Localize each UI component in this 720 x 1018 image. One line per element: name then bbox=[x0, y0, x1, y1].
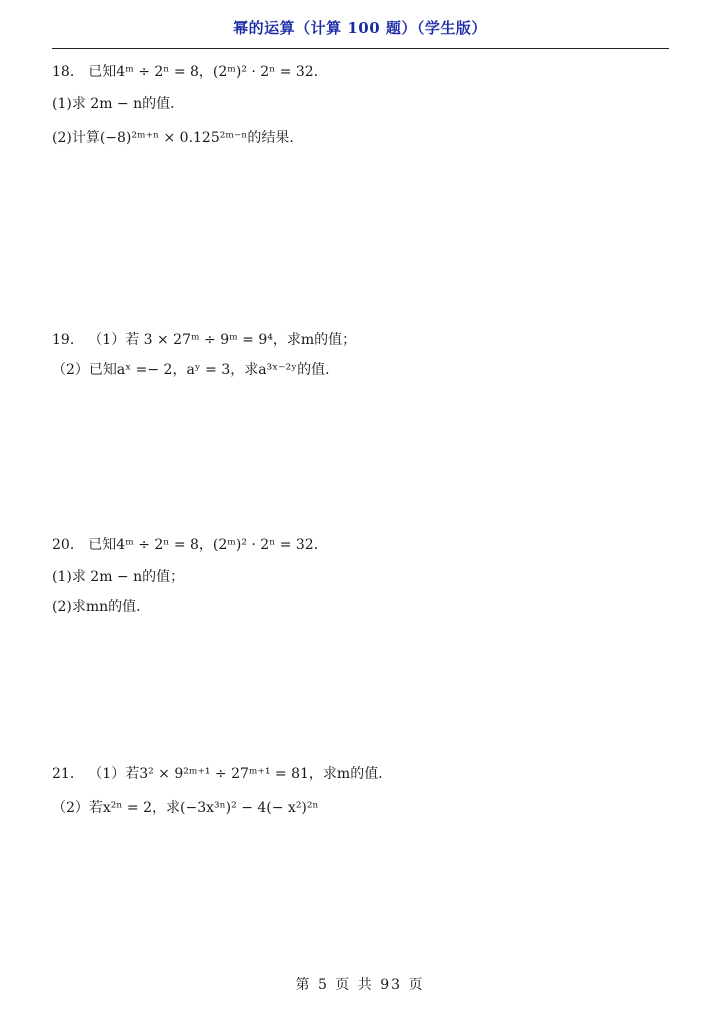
problem-19-part-1 bbox=[52, 330, 356, 350]
problem-20-part-2: (2)求mn的值． bbox=[52, 599, 151, 615]
problem-21-part-2: （2）若x²ⁿ = 2，求(−3x³ⁿ)² − 4(− x²)²ⁿ bbox=[52, 800, 319, 816]
problem-21-number: 21． bbox=[52, 766, 84, 782]
problem-18-part-2: (2)计算(−8)²ᵐ⁺ⁿ × 0.125²ᵐ⁻ⁿ的结果． bbox=[52, 130, 304, 146]
problem-19-number: 19． bbox=[52, 332, 84, 348]
problem-18-number: 18． bbox=[52, 64, 84, 80]
problem-19-part-2: （2）已知aˣ =− 2，aʸ = 3，求a³ˣ⁻²ʸ的值． bbox=[52, 362, 340, 378]
problem-21-text: （1）若3² × 9²ᵐ⁺¹ ÷ 27ᵐ⁺¹ = 81，求m的值． bbox=[88, 766, 393, 782]
problem-18-text: 已知4ᵐ ÷ 2ⁿ = 8，(2ᵐ)² · 2ⁿ = 32． bbox=[88, 64, 328, 80]
document-header-title: 幂的运算（计算 100 题）（学生版） bbox=[233, 19, 487, 37]
page-number-footer: 第 5 页 共 93 页 bbox=[295, 977, 425, 993]
problem-20-part-1: (1)求 2m − n的值； bbox=[52, 569, 185, 585]
header-divider bbox=[52, 48, 669, 49]
problem-20-number: 20． bbox=[52, 537, 84, 553]
problem-19-text: （1）若 3 × 27ᵐ ÷ 9ᵐ = 9⁴，求m的值； bbox=[88, 332, 357, 348]
problem-20-text: 已知4ᵐ ÷ 2ⁿ = 8，(2ᵐ)² · 2ⁿ = 32． bbox=[88, 537, 328, 553]
problem-21-part-1 bbox=[52, 764, 392, 784]
problem-20-statement bbox=[52, 535, 328, 555]
problem-18-statement bbox=[52, 62, 328, 82]
problem-18-part-1: (1)求 2m − n的值． bbox=[52, 96, 185, 112]
